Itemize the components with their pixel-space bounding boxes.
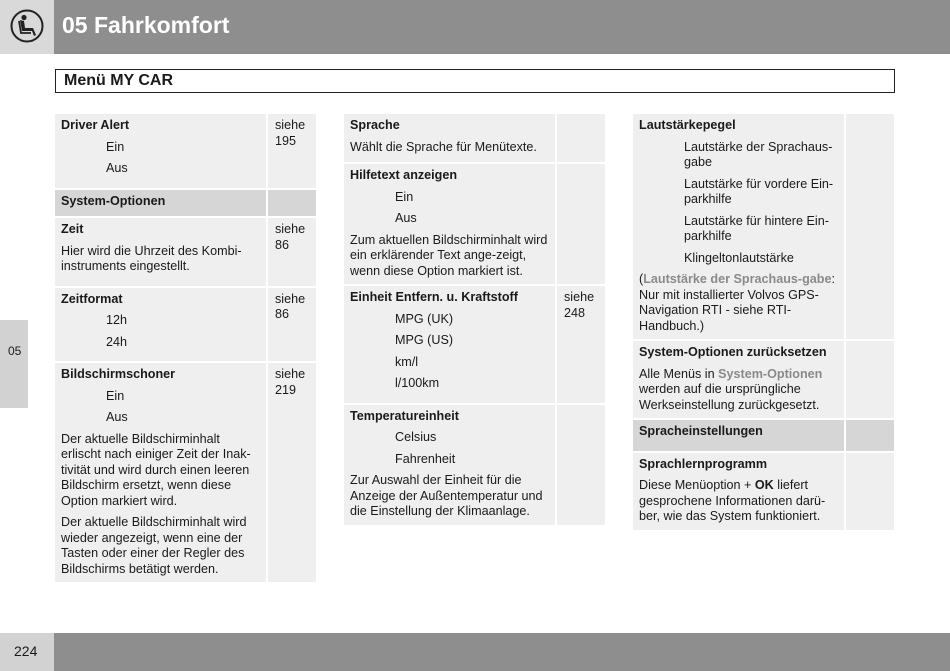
- page-reference: siehe 86: [268, 218, 316, 286]
- page-reference: siehe 86: [268, 288, 316, 362]
- row-system-optionen: [55, 190, 316, 217]
- page-reference: siehe 219: [268, 363, 316, 582]
- section-title-bar: [55, 69, 895, 93]
- item-title: Zeitformat: [61, 291, 123, 306]
- item-title: Bildschirmschoner: [61, 367, 176, 381]
- row-sprache: [344, 114, 605, 162]
- option: 24h: [106, 334, 128, 349]
- chapter-number: 05: [8, 344, 22, 358]
- item-description: Zum aktuellen Bildschirminhalt wird ein erklärender Text ange-zeigt, wenn diese Option markiert ist.: [350, 232, 548, 278]
- item-note: [639, 272, 838, 334]
- row-lautstaerkepegel: [633, 114, 894, 339]
- option: Ein: [395, 189, 414, 204]
- item-title: Spracheinstellungen: [639, 424, 763, 438]
- item-description: Hier wird die Uhrzeit des Kombi- instruments eingestellt.: [61, 243, 242, 273]
- row-spracheinstellungen: [633, 420, 894, 451]
- empty-reference: [846, 453, 894, 530]
- note-text: : Nur mit installierter Volvos GPS-Navigation RTI - siehe RTI-Handbuch.): [639, 272, 835, 333]
- option: 12h: [106, 313, 128, 327]
- page-number-box: [0, 633, 54, 671]
- option: Ein: [106, 139, 125, 154]
- item-title: System-Optionen zurücksetzen: [639, 345, 827, 359]
- option: Aus: [106, 410, 128, 424]
- text-part: Alle Menüs in: [639, 366, 719, 381]
- item-description: [639, 367, 838, 414]
- seat-icon: [10, 9, 44, 43]
- page-header: [0, 0, 950, 54]
- item-title: Temperatureinheit: [350, 408, 459, 423]
- page-footer: [0, 633, 950, 671]
- item-title: System-Optionen: [61, 193, 166, 208]
- empty-reference: [557, 114, 605, 162]
- item-description: Wählt die Sprache für Menütexte.: [350, 139, 537, 154]
- item-title: Lautstärkepegel: [639, 118, 736, 132]
- text-bold: OK: [754, 478, 774, 492]
- item-description: Zur Auswahl der Einheit für die Anzeige der Außentemperatur und die Einstellung der Klimaanlage.: [350, 473, 543, 518]
- option: Klingeltonlautstärke: [684, 250, 794, 265]
- empty-reference: [846, 420, 894, 451]
- text-highlight: System-Optionen: [718, 366, 823, 381]
- page-title: 05 Fahrkomfort: [62, 12, 230, 38]
- item-title: Sprache: [350, 118, 400, 132]
- row-sprachlernprogramm: [633, 453, 894, 530]
- item-title: Hilfetext anzeigen: [350, 168, 458, 182]
- option: Ein: [106, 388, 125, 403]
- empty-reference: [557, 164, 605, 284]
- row-bildschirmschoner: [55, 363, 316, 582]
- page-reference: siehe 195: [268, 114, 316, 188]
- item-title: Einheit Entfern. u. Kraftstoff: [350, 290, 518, 304]
- section-title: Menü MY CAR: [64, 72, 174, 89]
- row-einheit: [344, 286, 605, 403]
- option: Celsius: [395, 430, 437, 444]
- column-2: [342, 112, 607, 527]
- empty-reference: [846, 341, 894, 418]
- item-title: Zeit: [61, 222, 84, 236]
- option: MPG (UK): [395, 311, 454, 326]
- note-highlight: Lautstärke der Sprachaus-gabe: [643, 272, 832, 286]
- column-3: [631, 112, 896, 532]
- empty-reference: [846, 114, 894, 339]
- text-part: werden auf die ursprüngliche Werkseinstellung zurückgesetzt.: [639, 382, 820, 412]
- option: Aus: [395, 211, 417, 225]
- option: MPG (US): [395, 333, 454, 347]
- row-driver-alert: [55, 114, 316, 188]
- text-part: liefert gesprochene Informationen darü-ber, wie das System funktioniert.: [639, 478, 826, 523]
- option: Lautstärke der Sprachaus-gabe: [684, 139, 833, 169]
- page-reference: siehe 248: [557, 286, 605, 403]
- item-description: [639, 478, 838, 525]
- option: Aus: [106, 161, 128, 175]
- text-part: Diese Menüoption +: [639, 478, 755, 492]
- item-description: Der aktuelle Bildschirminhalt erlischt nach einiger Zeit der Inak-tivität und wird durch einen leeren Bildschirm ersetzt, wenn diese Option markiert wird.: [61, 431, 251, 508]
- empty-reference: [268, 190, 316, 217]
- option: Lautstärke für vordere Ein-parkhilfe: [684, 176, 834, 206]
- row-zeit: [55, 218, 316, 286]
- option: Fahrenheit: [395, 451, 456, 466]
- item-description: Der aktuelle Bildschirminhalt wird wieder angezeigt, wenn eine der Tasten oder einer der Regler des Bildschirms betätigt werden.: [61, 515, 247, 576]
- page-number: 224: [14, 643, 38, 659]
- option: Lautstärke für hintere Ein-parkhilfe: [684, 213, 829, 243]
- item-title: Sprachlernprogramm: [639, 456, 768, 471]
- header-icon-box: [0, 0, 54, 54]
- row-temperatureinheit: [344, 405, 605, 525]
- row-zeitformat: [55, 288, 316, 362]
- chapter-side-tab: [0, 320, 28, 408]
- column-1: [53, 112, 318, 584]
- row-hilfetext: [344, 164, 605, 284]
- empty-reference: [557, 405, 605, 525]
- option: km/l: [395, 354, 419, 369]
- option: l/100km: [395, 376, 440, 390]
- row-reset: [633, 341, 894, 418]
- note-paren: (: [639, 272, 644, 286]
- item-title: Driver Alert: [61, 118, 130, 132]
